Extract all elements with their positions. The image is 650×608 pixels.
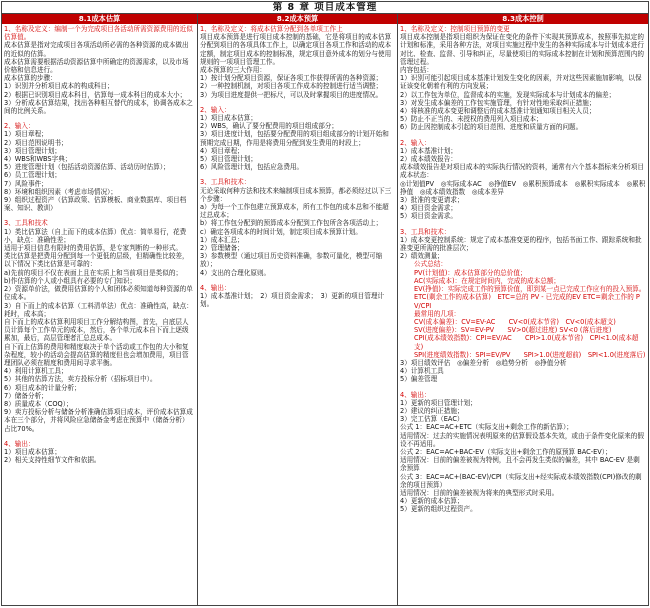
text-line: 9）卖方投标分析与储备分析准确估算项目成本，评价成本估算成本在三个部分，并将风险应急储备金考虑在预算中（储备分析）占比70%。 (4, 408, 193, 433)
text-line: 成本绩效报告是对项目成本的实际执行情况的资料，通常有六个基本指标来分析项目成本状态： (400, 163, 644, 180)
column-cost-estimating (2, 14, 198, 605)
section-heading-line: 最常用的几项： (414, 309, 461, 318)
text-line: 1）识别可能引起项目成本基准计划发生变化的因素，并对这些因素施加影响，以保证该变化朝着有利的方向发展； (400, 74, 642, 91)
text-line: 3）自下而上的成本估算（工料清单法）优点：准确性高，缺点：耗时，成本高； (4, 301, 193, 318)
text-line: 5）偏差管理 (400, 375, 438, 384)
section-heading-line: SPI(进度绩效指数)：SPI=EV/PV SPI>1.0(进度超前) SPI<1.0(进度落后) (414, 350, 646, 359)
text-line: b)作估算的个人或小组具有必要的专门知识； (4, 276, 137, 285)
text-line: 2）建议的纠正措施； (400, 406, 464, 415)
section-heading-line: 公式总结： (414, 260, 447, 269)
text-line: 8）质量成本（COQ）； (4, 399, 73, 408)
paragraph-gap (200, 277, 395, 284)
text-line: 5）其他的估算方法，卖方投标分析（招标项目中）。 (4, 375, 157, 384)
column-header: 8.1成本估算 (2, 14, 197, 24)
column-cost-budgeting (198, 14, 398, 605)
text-line: 5）防止不正当的、未授权的费用列入项目成本； (400, 115, 543, 124)
text-line: 1）类比估算法（自上而下的成本估算）优点：简单易行，花费小，缺点：准确性差； (4, 227, 187, 244)
text-line: 3）批准的变更请求； (400, 196, 464, 205)
column-body (198, 24, 397, 309)
column-header: 8.2成本预算 (198, 14, 397, 24)
text-line: 无论采取何种方法和技术来编制项目成本预算，都必须经过以下三个步骤： (200, 186, 392, 203)
text-line: 4）支出的合理化原则。 (200, 268, 271, 277)
section-heading-line: CPI(成本绩效指数)：CPI=EV/AC CPI>1.0(成本节省) CPI<1.0(成本超支) (414, 334, 639, 351)
column-cost-control (398, 14, 648, 605)
section-heading-line: AC(实际成本)：在规定时间内，完成的成本总额； (414, 276, 561, 285)
text-line: c）确定各项成本的时间计划，制定项目成本预算计划。 (200, 227, 362, 236)
section-heading-line: 1、名称及定义：编制一个为完成项目各活动所需资源费用的近似估算值。 (4, 25, 193, 42)
text-line: 3）参数模型（通过项目历史资料准确，参数可量化，模型可缩放）； (200, 252, 383, 269)
text-line: 2）以工作包为单位，监督成本的实施，发现实际成本与计划成本的偏差； (400, 90, 616, 99)
paragraph-gap (400, 221, 646, 228)
section-heading-line: 2、输入： (4, 122, 35, 131)
section-heading-line: 4、输出： (200, 283, 231, 292)
text-line: b）将工作包分配到的预算成本分配到工作包所含各项活动上； (200, 219, 383, 228)
text-line: 4）项目资金需求； (400, 204, 457, 213)
text-line: 1）成本基准计划； (400, 146, 457, 155)
text-line: 3）项目管理计划； (4, 146, 61, 155)
text-line: 4）利用计算机工具； (4, 367, 68, 376)
text-line: 6）风险管理计划，包括应急费用。 (200, 163, 304, 172)
text-line: 2）资源单价法，做费用估算的个人和团体必须知道每种资源的单位成本。 (4, 285, 193, 302)
text-line: 成本估算是指对完成项目各项活动所必需的各种资源的成本做出的近似的估算。 (4, 41, 189, 58)
column-body (398, 24, 648, 514)
text-line: ◎计划值PV ◎实际成本AC ◎挣值EV ◎累积预算成本 ◎累积实际成本 ◎累积挣值 ◎成本绩效指数 ◎成本差异 (400, 179, 646, 196)
text-line: 5）项目管理计划； (200, 155, 257, 164)
column-header: 8.3成本控制 (398, 14, 648, 24)
text-line: 3）对发生成本偏差的工作包实施管理，有针对性地采取纠正措施； (400, 98, 596, 107)
text-line: 3）为项目进度提供一把标尺，可以及时掌握项目的进度情况。 (200, 90, 383, 99)
text-line: 2）绩效测量； (400, 252, 444, 261)
section-heading-line: EV(挣值)：实际完成工作的预算价值，即到某一点已完成工作应有的投入预算。 (414, 285, 646, 294)
text-line: 3）分析成本估算结果，找出各种相互替代的成本，协调各成本之间的比例关系。 (4, 98, 193, 116)
text-line: 9）组织过程资产（估算政策、估算模板、商业数据库、项目档案、知识、教训） (4, 196, 187, 213)
text-line: 1）项目成本估算； (200, 114, 257, 123)
text-line: 自下而上的成本估算利用项目工作分解结构图，首先，自底层人员计算每个工作单元的成本，然后，各个单元成本自下而上逐级累加，最后，高层管理者汇总总成本。 (4, 317, 189, 343)
section-heading-line: SV(进度偏差)：SV=EV-PV SV>0(超过进度) SV<0 (落后进度) (414, 326, 612, 335)
text-line: 5）进度管理计划（包括活动资源估算、活动历时估算）； (4, 163, 170, 172)
section-heading-line: CV(成本偏差)：CV=EV-AC CV<0(成本节省) CV<0(成本超支) (414, 317, 616, 326)
text-line: 成本估算需要根据活动资源估算中所确定的资源需求，以及市场价格和信息进行。 (4, 57, 189, 75)
section-heading-line: 4、输出： (400, 390, 431, 399)
text-line: 类比估算是把费用分配到每一个更低的层级，但精确性比较差，以下情况下类比估算是可靠的： (4, 252, 189, 269)
page-title: 第 8 章 项目成本管理 (2, 2, 648, 14)
paragraph-gap (400, 384, 646, 391)
text-line: 项目成本控制是指项目组织为保证在变化的条件下实现其预算成本，按照事先拟定的计划和标准，采用各种方法，对项目实施过程中发生的各种实际成本与计划成本进行对比、检查、监督、引导和纠正，尽量使项目的实际成本控制在计划和预算范围内的管理过程。 (400, 33, 644, 66)
text-line: 6）员工管理计划； (4, 171, 61, 180)
column-body (2, 24, 197, 464)
text-line: 2）成本绩效报告： (400, 155, 457, 164)
text-line: 7）储备分析； (4, 391, 48, 400)
text-line: 适用于项目信息有限时的费用估算，是专家判断的一种形式。 (4, 244, 183, 253)
text-line: 公式 2：EAC=AC+BAC-EV（实际支出+剩余工作的原预算 BAC-EV）； (400, 447, 612, 456)
text-line: 项目成本预算是进行项目成本控制的基础，它是将项目的成本估算分配到项目的各项具体工作上，以确定项目各项工作和活动的成本定额，制定项目成本的控制标准，规定项目意外成本的划分与使用规则的一项项目管理工作。 (200, 33, 392, 66)
paragraph-gap (400, 132, 646, 139)
text-line: 内容包括： (400, 66, 433, 75)
text-line: 1）更新的项目管理计划； (400, 398, 477, 407)
text-line: 公式 1：EAC=AC+ETC（实际支出+剩余工作的新估算）； (400, 423, 573, 432)
document-page (1, 1, 649, 606)
text-line: 4）计算机工具 (400, 367, 444, 376)
text-line: 2）根据已识别项目成本科目，估算每一成本科目的成本大小； (4, 90, 187, 99)
text-line: 1）成本基准计划； 2）项目资金需求； 3）更新的项目管理计划。 (200, 292, 385, 309)
text-line: 5）更新的组织过程资产。 (400, 505, 477, 514)
text-line: 2）相关支持性细节文件和依据。 (4, 456, 101, 465)
text-line: 6）防止因控制成本引起的项目范围、进度和质量方面的问题。 (400, 123, 583, 132)
text-line: 2）管理储备； (200, 244, 244, 253)
text-line: 8）环境和组织因素（考虑市场情况）； (4, 187, 117, 196)
text-line: 4）更新的成本估算； (400, 497, 464, 506)
text-line: 3）项目绩效评估 ◎偏差分析 ◎趋势分析 ◎挣值分析 (400, 358, 567, 367)
paragraph-gap (200, 99, 395, 106)
text-line: 1）成本汇总； (200, 235, 244, 244)
text-line: 1）识别并分析项目成本的构成科目； (4, 82, 114, 91)
section-heading-line: 1、名称及定义：将成本估算分配到各单项工作上 (200, 25, 343, 33)
text-line: 7）风险事件； (4, 179, 48, 188)
text-line: 公式 3：EAC=AC+(BAC-EV)/CPI（实际支出+经实际成本绩效指数(CPI)修改的剩余的项目预算） (400, 472, 642, 489)
section-heading-line: 3、工具和技术： (400, 227, 451, 236)
text-line: 2）项目范围说明书； (4, 138, 68, 147)
section-heading-line: ETC(剩余工作的成本估算) ETC=总的 PV - 已完成的EV ETC=剩余工作的 PV/CPI (414, 293, 640, 310)
text-line: 适用情况：过去的实施情况表明原来的估算假设基本失效，或由于条件变化原来的假设不再适用。 (400, 431, 644, 448)
text-line: 自下而上估算的费用和精度取决于单个活动或工作包的大小和复杂程度，较小的活动会提高估算的精度但也会增加费用，项目管理团队必须在精度和费用间寻求平衡。 (4, 342, 189, 367)
text-line: 6）项目成本的计量分析； (4, 383, 81, 392)
text-line: 2）一种控制机制，对项目各项工作成本的控制进行适当调整； (200, 82, 383, 91)
section-heading-line: 3、工具和技术 (4, 219, 48, 228)
text-line: 1）按计划分配项目资源，保证各项工作获得所需的各种资源； (200, 74, 383, 83)
section-heading-line: PV(计划值)：成本估算部分的总价值； (414, 268, 527, 277)
text-line: 5）项目资金需求。 (400, 212, 457, 221)
section-heading-line: 3、工具和技术： (200, 178, 251, 187)
text-line: 4）将核准的成本变更和调整后的成本基准计划通知项目相关人员； (400, 107, 596, 116)
text-line: 1）项目章程； (4, 130, 48, 139)
text-line: 3）项目进度计划，包括要分配费用的项目组成部分的计划开始和预期完成日期，作用是将费用分配到发生费用的时段上； (200, 130, 389, 147)
section-heading-line: 2、输入： (200, 105, 231, 114)
text-line: 3）完工估算（EAC） (400, 415, 464, 424)
text-line: 4）项目章程； (200, 146, 244, 155)
text-line: 4）WBS和WBS字典； (4, 155, 72, 164)
section-heading-line: 4、输出： (4, 439, 35, 448)
paragraph-gap (4, 433, 195, 440)
text-line: 1）成本变更控制系统：规定了成本基准变更的程序，包括书面工作、跟踪系统和批准变更所需的批准层次； (400, 235, 642, 253)
text-line: 适用情况：目前的偏差被视为将来的典型形式时采用。 (400, 488, 559, 497)
text-line: 适用情况：目前的偏差被视为特例，且不会再发生类似的偏差，其中 BAC-EV 是剩余预算 (400, 456, 640, 473)
section-heading-line: 2、输入： (400, 138, 431, 147)
columns-container (2, 14, 648, 605)
text-line: 成本预算的三大作用： (200, 66, 266, 75)
text-line: 2）WBS，确认了要分配费用的项目组成部分； (200, 122, 338, 131)
text-line: a）为每一个工作包建立预算成本，所有工作包的成本总和不能超过总成本； (200, 203, 389, 220)
text-line: 成本估算的步骤： (4, 74, 57, 83)
text-line: 1）项目成本估算； (4, 447, 61, 456)
section-heading-line: 1、名称及定义：控制项目预算的变更 (400, 25, 510, 33)
text-line: a)先前的项目不仅在表面上且在实质上和当前项目是类似的； (4, 268, 183, 277)
